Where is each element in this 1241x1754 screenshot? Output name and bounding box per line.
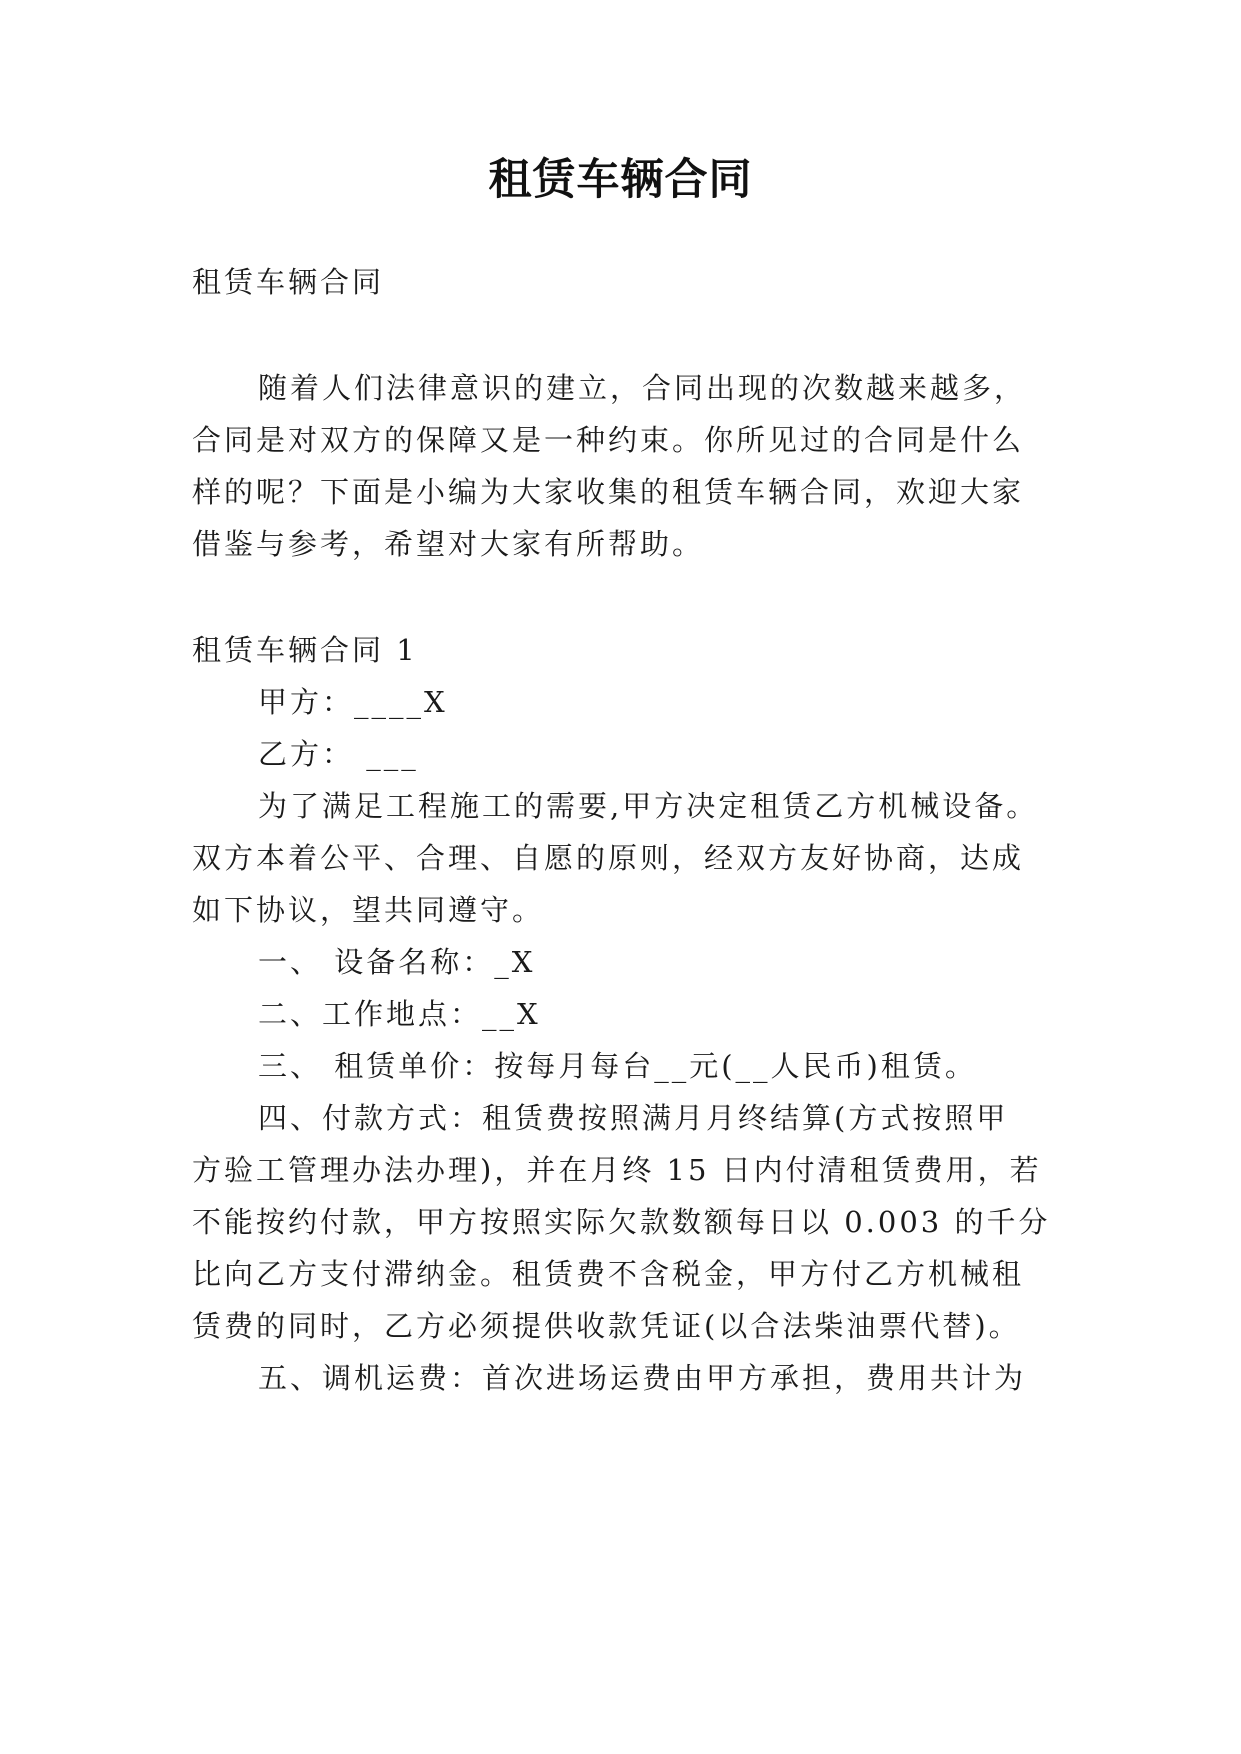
clause-4-line-4: 比向乙方支付滞纳金。租赁费不含税金，甲方付乙方机械租 xyxy=(192,1257,1025,1291)
clause-4-line-3: 不能按约付款，甲方按照实际欠款数额每日以 0.003 的千分 xyxy=(192,1205,1051,1239)
clause-1-line: 一、 设备名称：_X xyxy=(258,945,536,979)
party-a-line: 甲方：____X xyxy=(258,685,448,719)
subtitle-line: 租赁车辆合同 xyxy=(192,265,385,299)
purpose-line-2: 双方本着公平、合理、自愿的原则，经双方友好协商，达成 xyxy=(192,841,1025,875)
clause-4-line-5: 赁费的同时，乙方必须提供收款凭证(以合法柴油票代替)。 xyxy=(192,1309,1021,1343)
intro-line-1: 随着人们法律意识的建立，合同出现的次数越来越多， xyxy=(258,371,1027,405)
intro-line-4: 借鉴与参考，希望对大家有所帮助。 xyxy=(192,527,705,561)
clause-4-line-2: 方验工管理办法办理)，并在月终 15 日内付清租赁费用，若 xyxy=(192,1153,1042,1187)
clause-2-line: 二、工作地点：__X xyxy=(258,997,541,1031)
purpose-line-3: 如下协议，望共同遵守。 xyxy=(192,893,545,927)
contract-heading: 租赁车辆合同 1 xyxy=(192,633,418,667)
clause-3-line: 三、 租赁单价：按每月每台__元(__人民币)租赁。 xyxy=(258,1049,977,1083)
clause-5-line-1: 五、调机运费：首次进场运费由甲方承担，费用共计为 xyxy=(258,1361,1027,1395)
clause-4-line-1: 四、付款方式：租赁费按照满月月终结算(方式按照甲 xyxy=(258,1101,1009,1135)
intro-line-2: 合同是对双方的保障又是一种约束。你所见过的合同是什么 xyxy=(192,423,1025,457)
intro-line-3: 样的呢？下面是小编为大家收集的租赁车辆合同，欢迎大家 xyxy=(192,475,1025,509)
document-title: 租赁车辆合同 xyxy=(488,155,753,205)
party-b-line: 乙方： ___ xyxy=(258,737,419,771)
purpose-line-1: 为了满足工程施工的需要,甲方决定租赁乙方机械设备。 xyxy=(258,789,1039,823)
